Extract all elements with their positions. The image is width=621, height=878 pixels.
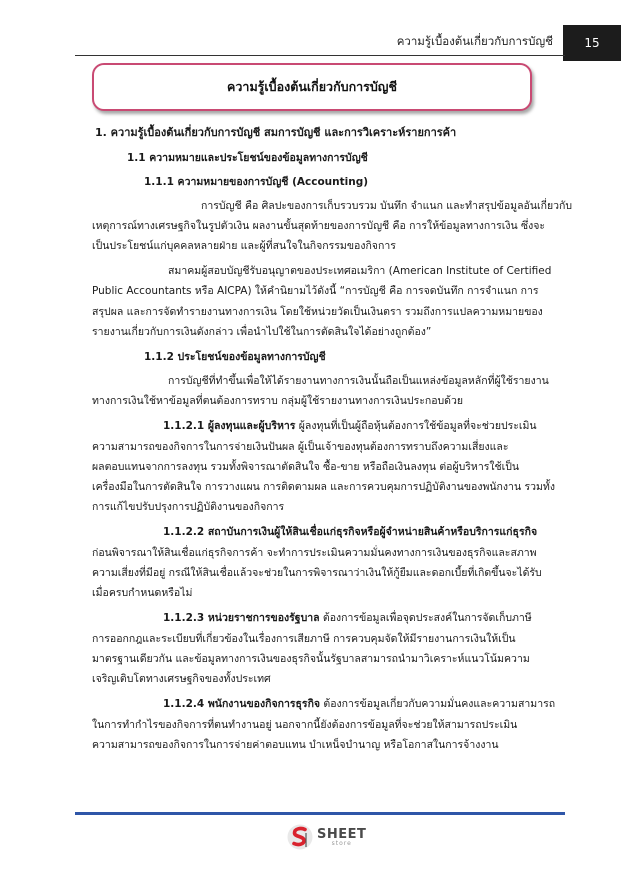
paragraph-line: การบัญชี คือ ศิลปะของการเก็บรวบรวม บันทึก จำแนก และทำสรุปข้อมูลอันเกี่ยวกับ: [201, 200, 573, 212]
paragraph-line: สรุปผล และการจัดทำรายงานทางการเงิน โดยใช้หน่วยวัดเป็นเงินตรา รวมถึงการแปลความหมายของ: [92, 306, 543, 318]
paragraph-line: เจริญเติบโตทางเศรษฐกิจของทั้งประเทศ: [92, 673, 271, 685]
paragraph-line: มาตรฐานเดียวกัน และข้อมูลทางการเงินของธุรกิจนั้นรัฐบาลสามารถนำมาวิเคราะห์แนวโน้มความ: [92, 653, 530, 665]
subsection-heading: 1.1.2.3 หน่วยราชการของรัฐบาล: [163, 612, 320, 624]
paragraph-line: เป็นประโยชน์แก่บุคคลหลายฝ่าย และผู้ที่สนใจในกิจกรรมของกิจการ: [92, 240, 396, 252]
subsection-heading: 1.1.2.2 สถาบันการเงินผู้ให้สินเชื่อแก่ธุรกิจหรือผู้จำหน่ายสินค้าหรือบริการแก่ธุรกิจ: [163, 526, 538, 538]
chapter-title-box: [92, 63, 532, 111]
subsection-text: ต้องการข้อมูลเกี่ยวกับความมั่นคงและความสามารถ: [320, 698, 556, 710]
header-running-title: ความรู้เบื้องต้นเกี่ยวกับการบัญชี: [396, 34, 553, 48]
paragraph-line: การแก้ไขปรับปรุงการปฏิบัติงานของกิจการ: [92, 501, 285, 513]
footer-logo: [287, 822, 366, 852]
footer-rule: [75, 812, 565, 815]
page-number: 15: [563, 25, 621, 61]
section-heading-1: 1. ความรู้เบื้องต้นเกี่ยวกับการบัญชี สมการบัญชี และการวิเคราะห์รายการค้า: [95, 126, 457, 139]
subsection-heading: 1.1.2.4 พนักงานของกิจการธุรกิจ: [163, 698, 321, 710]
subsection-text: ต้องการข้อมูลเพื่อจุดประสงค์ในการจัดเก็บภาษี: [319, 612, 532, 624]
paragraph-line: ก่อนพิจารณาให้สินเชื่อแก่ธุรกิจการค้า จะทำการประเมินความมั่นคงทางการเงินของธุรกิจและสภาพ: [92, 547, 537, 559]
logo-word: SHEET: [317, 826, 367, 842]
paragraph-line: การบัญชีที่ทำขึ้นเพื่อให้ได้รายงานทางการเงินนั้นถือเป็นแหล่งข้อมูลหลักที่ผู้ใช้รายงาน: [168, 375, 549, 387]
subsection-first-line: [163, 419, 537, 433]
paragraph-line: ความสามารถของกิจการในการจ่ายค่าตอบแทน บำเหน็จบำนาญ หรือโอกาสในการจ้างงาน: [92, 739, 499, 751]
subsection-heading: 1.1.2.1 ผู้ลงทุนและผู้บริหาร: [163, 420, 296, 432]
section-heading-1-1-1: 1.1.1 ความหมายของการบัญชี (Accounting): [144, 176, 369, 188]
section-heading-1-1-2: 1.1.2 ประโยชน์ของข้อมูลทางการบัญชี: [144, 351, 326, 363]
paragraph-line: สมาคมผู้สอบบัญชีรับอนุญาตของประเทศอเมริกา (American Institute of Certified: [168, 265, 552, 277]
paragraph-line: ทางการเงินใช้หาข้อมูลที่ตนต้องการทราบ กลุ่มผู้ใช้รายงานทางการเงินประกอบด้วย: [92, 395, 464, 407]
paragraph-line: เครื่องมือในการตัดสินใจ การวางแผน การติดตามผล และการควบคุมการปฏิบัติงานของพนักงาน รวมทั้ง: [92, 481, 555, 493]
paragraph-line: Public Accountants หรือ AICPA) ให้คำนิยามไว้ดังนี้ “การบัญชี คือ การจดบันทึก การจำแนก การ: [92, 285, 539, 297]
paragraph-line: ผลตอบแทนจากการลงทุน รวมทั้งพิจารณาตัดสินใจ ซื้อ-ขาย หรือถือเงินลงทุน ต่อผู้บริหารใช้เป็น: [92, 461, 520, 473]
subsection-first-line: [163, 611, 532, 625]
subsection-text: ผู้ลงทุนที่เป็นผู้ถือหุ้นต้องการใช้ข้อมูลที่จะช่วยประเมิน: [295, 420, 537, 432]
logo-subtitle: store: [331, 839, 352, 847]
header-rule: [75, 55, 565, 56]
subsection-first-line: [163, 697, 555, 711]
paragraph-line: รายงานเกี่ยวกับการเงินดังกล่าว เพื่อนำไปใช้ในการตัดสินใจได้อย่างถูกต้อง”: [92, 326, 432, 338]
paragraph-line: เหตุการณ์ทางเศรษฐกิจในรูปตัวเงิน ผลงานขั้นสุดท้ายของการบัญชี คือ การให้ข้อมูลทางการเงิน ซึ่งจะ: [92, 220, 546, 232]
paragraph-line: การออกกฎและระเบียบที่เกี่ยวข้องในเรื่องการเสียภาษี การควบคุมจัดให้มีรายงานการเงินให้เป็น: [92, 633, 516, 645]
sheet-store-logo-icon: [287, 823, 313, 851]
paragraph-line: ความเสี่ยงที่มีอยู่ กรณีให้สินเชื่อแล้วจะช่วยในการพิจารณาว่าเงินให้กู้ยืมและดอกเบี้ยที่เกิดขึ้นจะได้รับ: [92, 567, 542, 579]
paragraph-line: เมื่อครบกำหนดหรือไม่: [92, 587, 193, 599]
section-heading-1-1: 1.1 ความหมายและประโยชน์ของข้อมูลทางการบัญชี: [127, 152, 368, 164]
paragraph-line: ความสามารถของกิจการในการจ่ายเงินปันผล ผู้เป็นเจ้าของทุนต้องการทราบถึงความเสี่ยงและ: [92, 441, 509, 453]
chapter-title: ความรู้เบื้องต้นเกี่ยวกับการบัญชี: [227, 79, 397, 94]
paragraph-line: ในการทำกำไรของกิจการที่ตนทำงานอยู่ นอกจากนี้ยังต้องการข้อมูลที่จะช่วยให้สามารถประเมิน: [92, 719, 518, 731]
logo-text: [317, 828, 366, 847]
